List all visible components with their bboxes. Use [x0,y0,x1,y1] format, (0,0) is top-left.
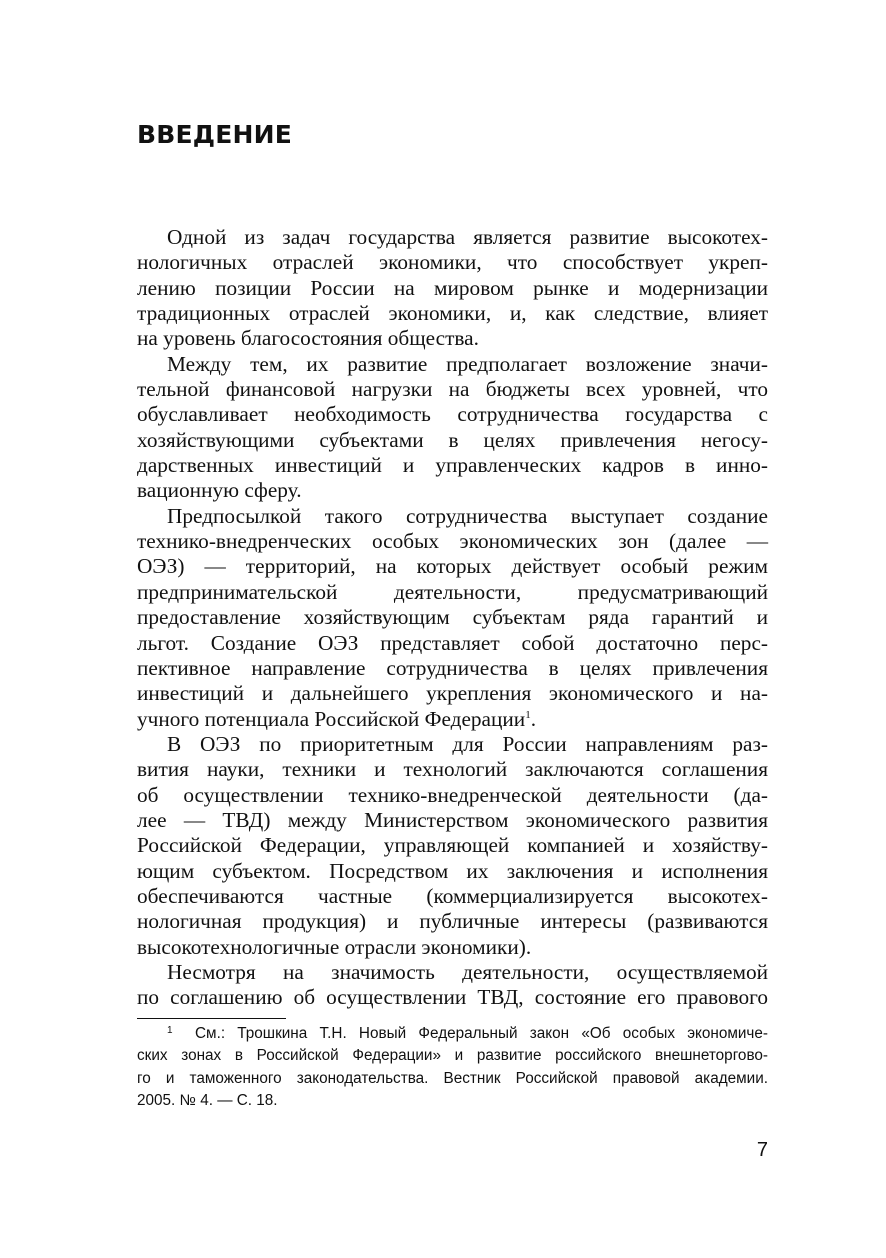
body-text [137,225,768,1011]
text-line: вационную сферу. [137,478,302,503]
text-line: лее — ТВД) между Министерством экономического развития [137,807,768,832]
text-line: технико-внедренческих особых экономических зон (далее — [137,529,768,554]
text-line: об осуществлении технико-внедренческой деятельности (да- [137,782,768,807]
text-line: обуславливает необходимость сотрудничества государства с [137,402,768,427]
text-line: пективное направление сотрудничества в целях привлечения [137,655,768,680]
paragraph-3 [137,504,768,732]
paragraph-4 [137,732,768,960]
footnote-line: 2005. № 4. — С. 18. [137,1091,278,1109]
text-line: тельной финансовой нагрузки на бюджеты всех уровней, что [137,377,768,402]
sentence-ending: . [530,706,537,731]
text-line: Между тем, их развитие предполагает возложение значи- [167,351,768,376]
text-line: предпринимательской деятельности, предусматривающий [137,579,768,604]
text-line-with-footnote [137,707,768,732]
page-number: 7 [756,1139,768,1161]
text-line: Российской Федерации, управляющей компанией и хозяйству- [137,833,768,858]
text-line: Одной из задач государства является развитие высокотех- [167,225,768,249]
text-line: Предпосылкой такого сотрудничества выступает создание [167,503,768,528]
footnote-line: ских зонах в Российской Федерации» и развитие российского внешнеторгово- [137,1047,768,1065]
text-line: вития науки, техники и технологий заключаются соглашения [137,757,768,782]
paragraph-2 [137,352,768,504]
text-line: обеспечиваются частные (коммерциализируется высокотех- [137,883,768,908]
footnote [137,1023,768,1112]
footnote-divider [137,1018,286,1019]
footnote-text: См.: Трошкина Т.Н. Новый Федеральный закон «Об особых экономиче- [195,1025,768,1042]
text-line: дарственных инвестиций и управленческих кадров в инно- [137,453,768,478]
text-line: традиционных отраслей экономики, и, как следствие, влияет [137,301,768,326]
paragraph-5 [137,960,768,1011]
page-heading: ВВЕДЕНИЕ [137,120,293,149]
text-line: ОЭЗ) — территорий, на которых действует особый режим [137,554,768,579]
paragraph-1 [137,225,768,352]
text-line: ющим субъектом. Посредством их заключения и исполнения [137,858,768,883]
footnote-reference[interactable]: 1 [525,708,531,721]
text-line: хозяйствующими субъектами в целях привлечения негосу- [137,427,768,452]
text-line: инвестиций и дальнейшего укрепления экономического и на- [137,681,768,706]
footnote-line: 1 См.: Трошкина Т.Н. Новый Федеральный закон «Об особых экономиче- [167,1025,768,1042]
footnote-line: го и таможенного законодательства. Вестник Российской правовой академии. [137,1069,768,1087]
text-line: по соглашению об осуществлении ТВД, состояние его правового [137,985,768,1010]
text-line: нологичных отраслей экономики, что способствует укреп- [137,250,768,275]
text-line: В ОЭЗ по приоритетным для России направлениям раз- [167,731,768,756]
text-line: высокотехнологичные отрасли экономики). [137,934,532,959]
text-line: Несмотря на значимость деятельности, осуществляемой [167,959,768,984]
text-line: предоставление хозяйствующим субъектам ряда гарантий и [137,605,768,630]
text-line: учного потенциала Российской Федерации [137,706,526,731]
text-line: на уровень благосостояния общества. [137,326,479,351]
text-line: лению позиции России на мировом рынке и модернизации [137,275,768,300]
text-line: нологичная продукция) и публичные интересы (развиваются [137,909,768,934]
text-line: льгот. Создание ОЭЗ представляет собой достаточно перс- [137,630,768,655]
